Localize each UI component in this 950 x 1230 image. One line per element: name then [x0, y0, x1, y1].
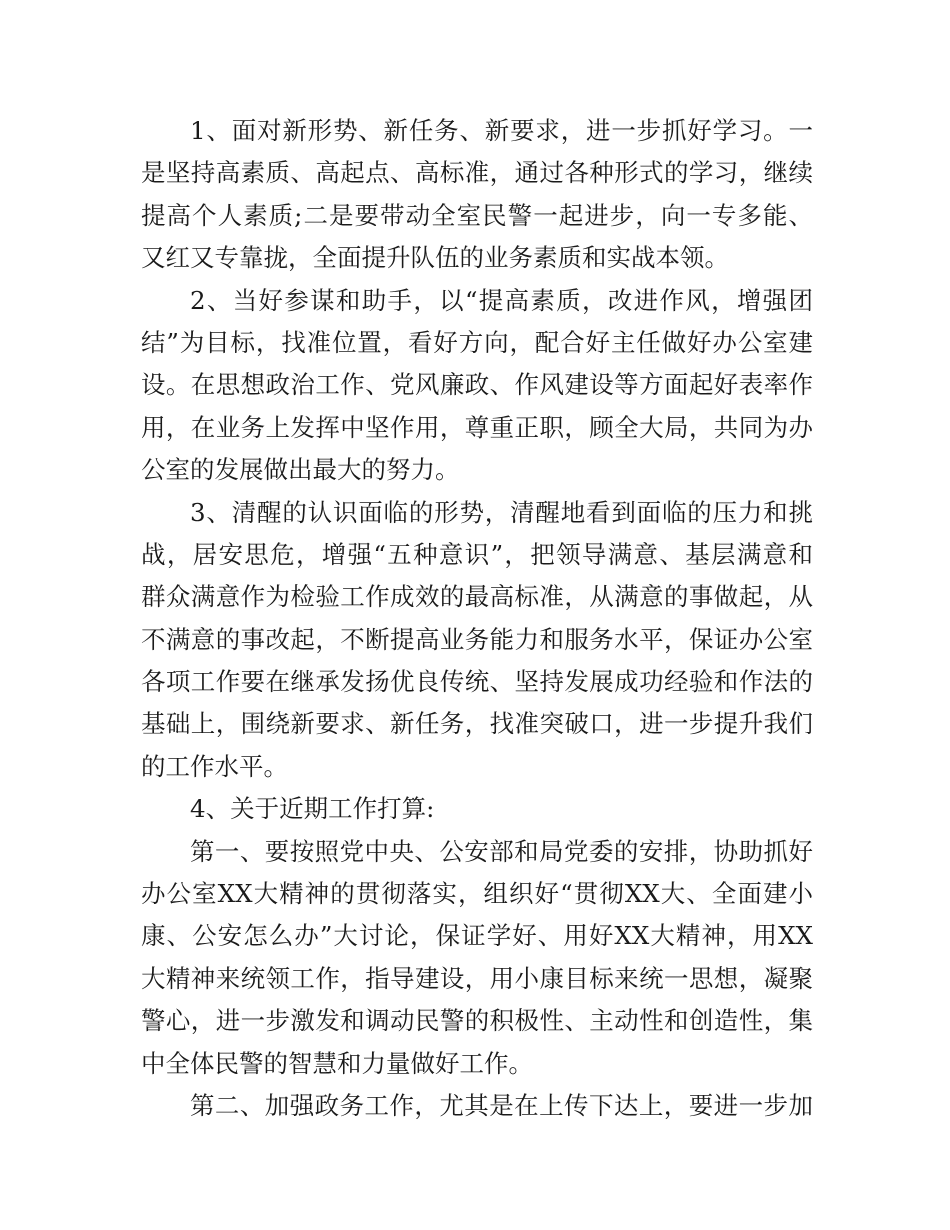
- text-line: 1、面对新形势、新任务、新要求，进一步抓好学习。一: [190, 116, 813, 145]
- document-body: [141, 110, 813, 1127]
- text-line: 提高个人素质;二是要带动全室民警一起进步，向一专多能、: [141, 200, 813, 230]
- text-line: 战，居安思危，增强“五种意识”，把领导满意、基层满意和: [141, 539, 813, 569]
- text-line: 又红又专靠拢，全面提升队伍的业务素质和实战本领。: [141, 243, 729, 273]
- text-line: 第一、要按照党中央、公安部和局党委的安排，协助抓好: [190, 836, 813, 866]
- text-line: 不满意的事改起，不断提高业务能力和服务水平，保证办公室: [141, 624, 813, 654]
- text-line: 2、当好参谋和助手，以“提高素质，改进作风，增强团: [190, 285, 813, 315]
- text-line: 4、关于近期工作打算:: [190, 794, 435, 824]
- text-line: 公室的发展做出最大的努力。: [141, 455, 460, 485]
- text-line: 用，在业务上发挥中坚作用，尊重正职，顾全大局，共同为办: [141, 412, 813, 442]
- text-line: 的工作水平。: [141, 751, 288, 781]
- text-line: 设。在思想政治工作、党风廉政、作风建设等方面起好表率作: [141, 370, 813, 400]
- text-line: 结”为目标，找准位置，看好方向，配合好主任做好办公室建: [141, 327, 813, 357]
- text-line: 中全体民警的智慧和力量做好工作。: [141, 1048, 533, 1078]
- text-line: 各项工作要在继承发扬优良传统、坚持发展成功经验和作法的: [141, 667, 813, 697]
- text-line: 基础上，围绕新要求、新任务，找准突破口，进一步提升我们: [141, 709, 813, 739]
- text-line: 群众满意作为检验工作成效的最高标准，从满意的事做起，从: [141, 582, 813, 612]
- text-line: 3、清醒的认识面临的形势，清醒地看到面临的压力和挑: [190, 497, 813, 527]
- text-line: 是坚持高素质、高起点、高标准，通过各种形式的学习，继续: [141, 158, 813, 188]
- text-line: 第二、加强政务工作，尤其是在上传下达上，要进一步加: [190, 1090, 813, 1120]
- text-line: 康、公安怎么办”大讨论，保证学好、用好XX大精神，用XX: [141, 921, 813, 951]
- text-line: 办公室XX大精神的贯彻落实，组织好“贯彻XX大、全面建小: [141, 879, 813, 909]
- text-line: 警心，进一步激发和调动民警的积极性、主动性和创造性，集: [141, 1006, 813, 1036]
- text-line: 大精神来统领工作，指导建设，用小康目标来统一思想，凝聚: [141, 963, 813, 993]
